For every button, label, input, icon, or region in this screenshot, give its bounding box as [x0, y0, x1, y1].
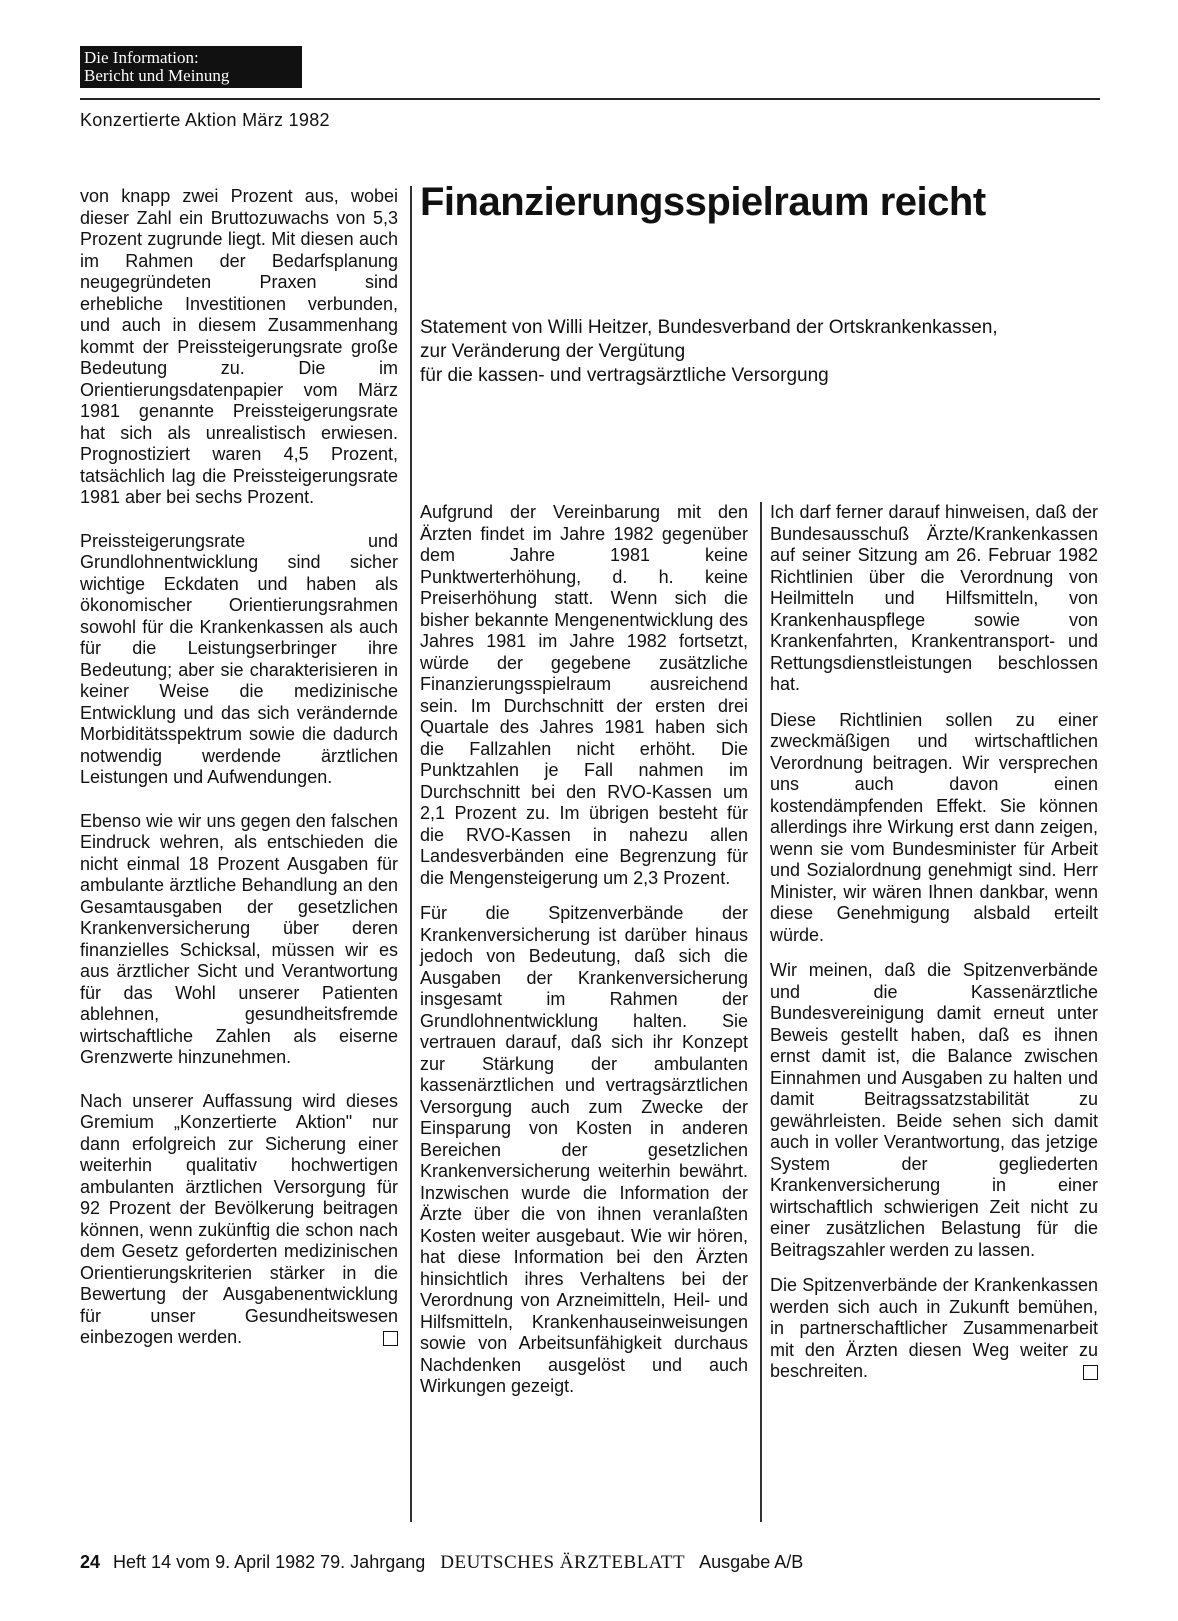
subtitle-line-3: für die kassen- und vertragsärztliche Versorgung [420, 365, 829, 386]
right-column [770, 502, 1098, 1383]
subtitle-line-2: zur Veränderung der Vergütung [420, 341, 686, 362]
article-subtitle [420, 316, 1100, 388]
section-label: Konzertierte Aktion März 1982 [80, 110, 330, 130]
rubric-line-1: Die Information: [84, 48, 199, 67]
paragraph-text: Die Spitzenverbände der Krankenkassen werden sich auch in Zukunft bemühen, in partnerschaftlicher Zusammenarbeit mit den Ärzten diesen Weg weiter zu beschreiten. [770, 1275, 1098, 1381]
header-rule [80, 98, 1100, 100]
column-divider [410, 186, 412, 1522]
paragraph: Wir meinen, daß die Spitzenverbände und die Kassenärztliche Bundesvereinigung damit erneut unter Beweis gestellt haben, daß es ihnen ernst damit ist, die Balance zwischen Einnahmen und Ausgaben zu halten und damit Beitragssatzstabilität zu gewährleisten. Beide sehen sich damit auch in voller Verantwortung, das jetzige System der gegliederten Krankenversicherung in einer wirtschaftlich schwierigen Zeit nicht zu einer zusätzlichen Belastung für die Beitragszahler werden zu lassen. [770, 960, 1098, 1260]
end-mark-icon [1083, 1365, 1098, 1380]
paragraph: Für die Spitzenverbände der Krankenversicherung ist darüber hinaus jedoch von Bedeutung, daß sich die Ausgaben der Krankenversicherung insgesamt im Rahmen der Grundlohnentwicklung halten. Sie vertrauen darauf, daß sich ihr Konzept zur Stärkung der ambulanten kassenärztlichen und vertragsärztlichen Versorgung auch zum Zwecke der Einsparung von Kosten in anderen Bereichen der gesetzlichen Krankenversicherung weiterhin bewährt. Inzwischen wurde die Information der Ärzte über die von ihnen veranlaßten Kosten weiter ausgebaut. Wie wir hören, hat diese Information bei den Ärzten hinsichtlich ihres Verhaltens bei der Verordnung von Arzneimitteln, Heil- und Hilfsmitteln, Krankenhauseinweisungen sowie von Arbeitsunfähigkeit durchaus Nachdenken ausgelöst und auch Wirkungen gezeigt. [420, 903, 748, 1396]
paragraph: von knapp zwei Prozent aus, wobei dieser Zahl ein Bruttozuwachs von 5,3 Prozent zugrunde liegt. Mit diesen auch im Rahmen der Bedarfsplanung neugegründeten Praxen sind erhebliche Investitionen verbunden, und auch in diesem Zusammenhang kommt der Preissteigerungsrate große Bedeutung zu. Die im Orientierungsdatenpapier vom März 1981 genannte Preissteigerungsrate hat sich als unrealistisch erwiesen. Prognostiziert waren 4,5 Prozent, tatsächlich lag die Preissteigerungsrate 1981 aber bei sechs Prozent. [80, 186, 398, 507]
page-number: 24 [80, 1552, 101, 1572]
column-divider [760, 502, 762, 1522]
middle-column [420, 502, 748, 1398]
paragraph: Preissteigerungsrate und Grundlohnentwicklung sind sicher wichtige Eckdaten und haben als ökonomischer Orientierungsrahmen sowohl für die Krankenkassen als auch für die Leistungserbringer ihre Bedeutung; aber sie charakterisieren in keiner Weise die medizinische Entwicklung und das sich verändernde Morbiditätsspektrum sowie die dadurch notwendig werdende ärztlichen Leistungen und Aufwendungen. [80, 530, 398, 787]
end-mark-icon [383, 1331, 398, 1346]
paragraph: Diese Richtlinien sollen zu einer zweckmäßigen und wirtschaftlichen Verordnung beitragen. Wir versprechen uns auch davon einen kostendämpfenden Effekt. Sie können allerdings ihre Wirkung erst dann zeigen, wenn sie vom Bundesminister für Arbeit und Sozialordnung genehmigt sind. Herr Minister, wir wären Ihnen dankbar, wenn diese Genehmigung alsbald erteilt würde. [770, 709, 1098, 945]
section-rubric [80, 46, 302, 88]
paragraph [770, 1275, 1098, 1383]
page-footer [80, 1552, 803, 1574]
article-title: Finanzierungsspielraum reicht [420, 180, 986, 224]
subtitle-line-1: Statement von Willi Heitzer, Bundesverband der Ortskrankenkassen, [420, 317, 998, 338]
paragraph [80, 1091, 398, 1349]
paragraph: Ich darf ferner darauf hinweisen, daß der Bundesausschuß Ärzte/Krankenkassen auf seiner Sitzung am 26. Februar 1982 Richtlinien über die Verordnung von Heilmitteln und Hilfsmitteln, von Krankenhauspflege sowie von Krankenfahrten, Krankentransport- und Rettungsdienstleistungen beschlossen hat. [770, 502, 1098, 694]
rubric-line-2: Bericht und Meinung [84, 66, 230, 85]
left-column [80, 186, 398, 1349]
paragraph: Aufgrund der Vereinbarung mit den Ärzten findet im Jahre 1982 gegenüber dem Jahre 1981 keine Punktwerterhöhung, d. h. keine Preiserhöhung statt. Wenn sich die bisher bekannte Mengenentwicklung des Jahres 1981 im Jahre 1982 fortsetzt, würde der gegebene zusätzliche Finanzierungsspielraum ausreichend sein. Im Durchschnitt der ersten drei Quartale des Jahres 1981 haben sich die Fallzahlen nicht erhöht. Die Punktzahlen je Fall nahmen im Durchschnitt bei den RVO-Kassen um 2,1 Prozent zu. Im übrigen besteht für die RVO-Kassen in nahezu allen Landesverbänden eine Begrenzung für die Mengensteigerung um 2,3 Prozent. [420, 502, 748, 888]
paragraph: Ebenso wie wir uns gegen den falschen Eindruck wehren, als entschieden die nicht einmal 18 Prozent Ausgaben für ambulante ärztliche Behandlung an den Gesamtausgaben der gesetzlichen Krankenversicherung über deren finanzielles Schicksal, müssen wir es aus ärztlicher Sicht und Verantwortung für das Wohl unserer Patienten ablehnen, gesundheitsfremde wirtschaftliche Zahlen als eiserne Grenzwerte hinzunehmen. [80, 810, 398, 1067]
magazine-name: DEUTSCHES ÄRZTEBLATT [440, 1552, 686, 1573]
paragraph-text: Nach unserer Auffassung wird dieses Gremium „Konzertierte Aktion" nur dann erfolgreich zur Sicherung einer weiterhin qualitativ hochwertigen ambulanten ärztlichen Versorgung für 92 Prozent der Bevölkerung beitragen können, wenn zukünftig die schon nach dem Gesetz geforderten medizinischen Orientierungskriterien stärker in die Bewertung der Ausgabenentwicklung für unser Gesundheitswesen einbezogen werden. [80, 1090, 398, 1347]
issue-info: Heft 14 vom 9. April 1982 79. Jahrgang [113, 1552, 426, 1572]
edition-info: Ausgabe A/B [699, 1552, 804, 1572]
